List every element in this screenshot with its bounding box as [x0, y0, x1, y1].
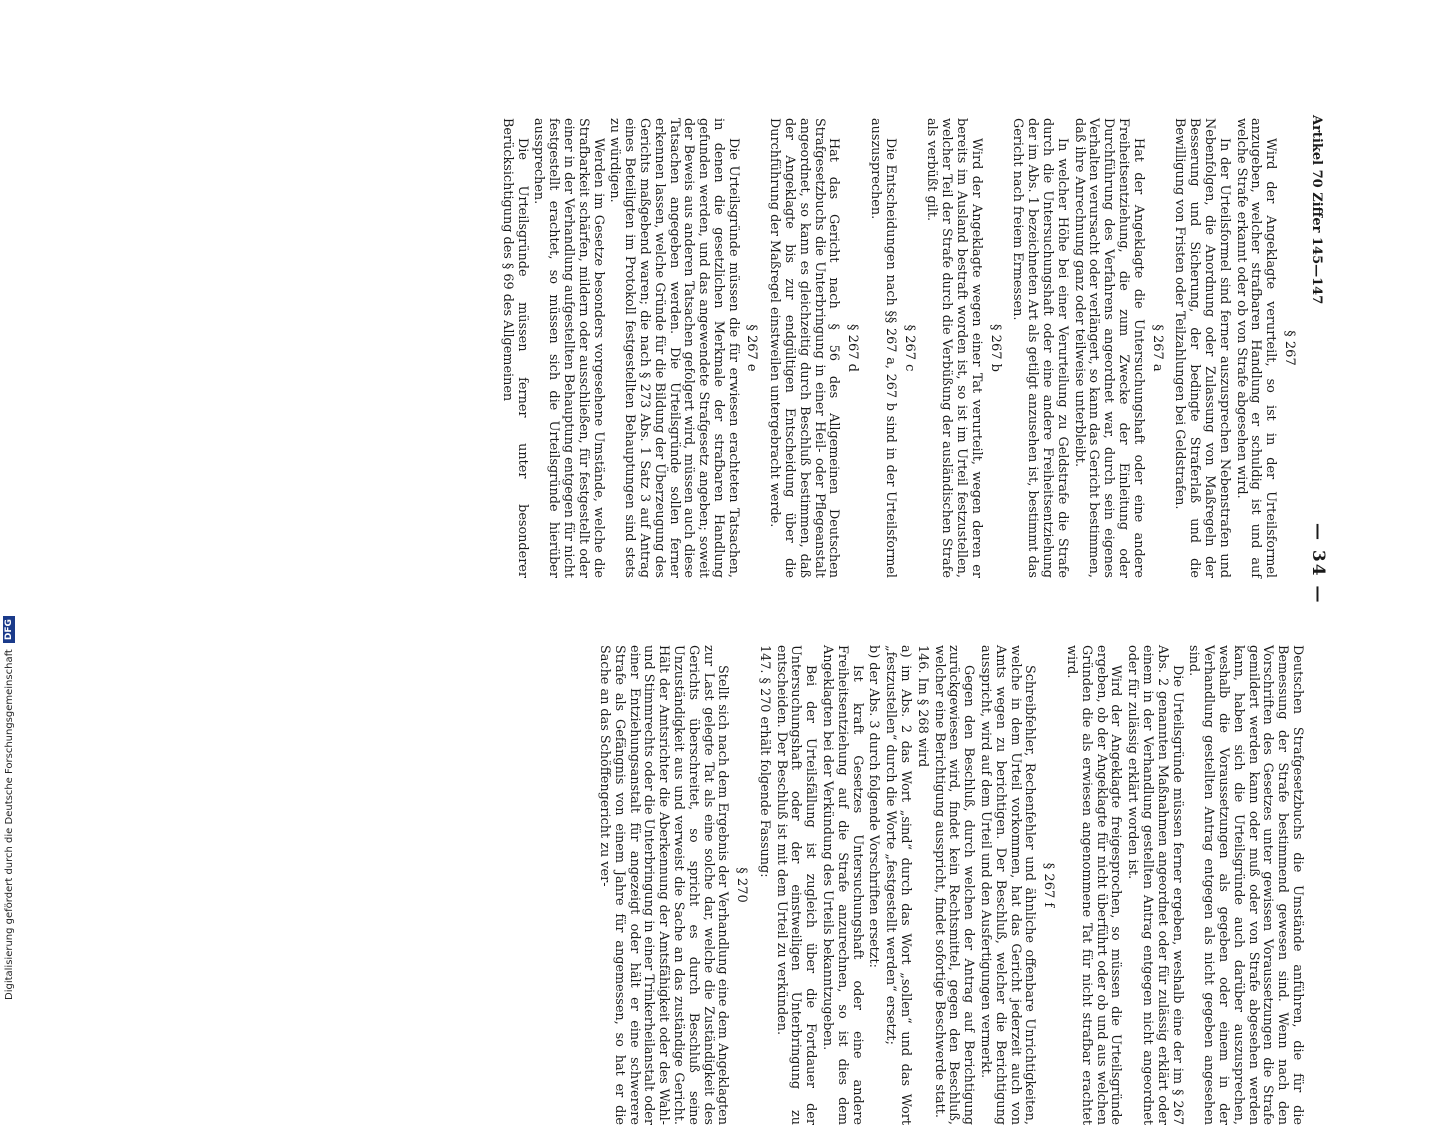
paragraph: Die Urteilsgründe müssen die für erwiesen erachteten Tatsachen, in denen die gesetzlichen Merkmale der strafbaren Handlung gefunden werden, und das angewendete Strafgesetz angeben; soweit der Beweis aus anderen Tatsachen gefolgert wird, müssen auch diese Tatsachen angegeben werden. Die Urteilsgründe sollen ferner erkennen lassen, welche Gründe für die Bildung der Überzeugung des Gerichts maßgebend waren; die nach § 273 Abs. 1 Satz 3 auf Antrag eines Beteiligten im Protokoll festgestellten Behauptungen sind stets zu würdigen. — [607, 118, 741, 578]
paragraph: 146. Im § 268 wird — [914, 645, 930, 768]
paragraph: Hat der Angeklagte die Untersuchungshaft oder eine andere Freiheitsentziehung, die zum Zwecke der Einleitung oder Durchführung des Verfahrens angeordnet war, durch sein eigenes Verhalten verursacht oder verlängert, so kann das Gericht bestimmen, daß ihre Anrechnung ganz oder teilweise unterbleibt. — [1071, 118, 1146, 578]
paragraph: a) im Abs. 2 das Wort „sind“ durch das Wort „sollen“ und das Wort „festzustellen“ durch die Worte „festgestellt werden“ ersetzt; — [883, 645, 914, 1125]
section-heading: § 267 e — [744, 324, 760, 372]
footer-text: Digitalisierung gefördert durch die Deutsche Forschungsgemeinschaft — [3, 649, 15, 1000]
paragraph: Die Urteilsgründe müssen ferner unter besonderer Berücksichtigung des § 69 des Allgemeinen — [499, 118, 530, 578]
paragraph: Wird der Angeklagte freigesprochen, so müssen die Urteilsgründe ergeben, ob der Angeklagte für nicht überführt oder ob und aus welchen Gründen die als erwiesen angenommene Tat für nicht strafbar erachtet wird. — [1064, 645, 1124, 1125]
section-heading: § 267 b — [987, 324, 1003, 372]
paragraph: Ist kraft Gesetzes Untersuchungshaft oder eine andere Freiheitsentziehung auf die Strafe anzurechnen, so ist dies dem Angeklagten bei der Verkündung des Urteils bekanntzugeben. — [820, 645, 865, 1125]
paragraph: b) der Abs. 3 durch folgende Vorschriften ersetzt: — [866, 645, 882, 968]
paragraph: Bei der Urteilsfällung ist zugleich über die Fortdauer der Untersuchungshaft oder der einstweiligen Unterbringung zu entscheiden. Der Beschluß ist mit dem Urteil zu verkünden. — [773, 645, 819, 1125]
article-reference: Artikel 70 Ziffer 145—147 — [1309, 115, 1324, 305]
paragraph: Hat das Gericht nach § 56 des Allgemeinen Deutschen Strafgesetzbuchs die Unterbringung in einer Heil- oder Pflegeanstalt angeordnet, so kann es gleichzeitig durch Beschluß bestimmen, daß der Angeklagte bis zur endgültigen Entscheidung über die Durchführung der Maßregel einstweilen untergebracht werde. — [767, 118, 842, 578]
footer-credit — [0, 0, 18, 1000]
left-column — [497, 118, 1304, 578]
paragraph: Deutschen Strafgesetzbuchs die Umstände anführen, die für die Bemessung der Strafe bestimmend gewesen sind. Wenn nach den Vorschriften des Gesetzes unter gewissen Voraussetzungen die Strafe gemildert werden kann oder muß oder von Strafe abgesehen werden kann, haben sich die Urteilsgründe auch darüber auszusprechen, weshalb die Voraussetzungen als gegeben oder einem in der Verhandlung gestellten Antrag entgegen als nicht gegeben angesehen sind. — [1186, 645, 1305, 1125]
paragraph: Gegen den Beschluß, durch welchen der Antrag auf Berichtigung zurückgewiesen wird, findet kein Rechtsmittel, gegen den Beschluß, welcher eine Berichtigung ausspricht, findet sofortige Beschwerde statt. — [931, 645, 977, 1125]
paragraph: Die Entscheidungen nach §§ 267 a, 267 b sind in der Urteilsformel auszusprechen. — [868, 118, 898, 578]
section-heading: § 270 — [734, 867, 750, 903]
dfg-logo: DFG — [3, 616, 15, 643]
section-heading: § 267 d — [845, 324, 861, 372]
paragraph: 147. § 270 erhält folgende Fassung: — [756, 645, 772, 878]
page-header — [1304, 115, 1328, 805]
section-heading: § 267 f — [1041, 862, 1057, 908]
section-heading: § 267 — [1282, 330, 1297, 366]
section-heading: § 267 c — [901, 324, 917, 372]
paragraph: Werden im Gesetze besonders vorgesehene Umstände, welche die Strafbarkeit schärfen, mildern oder ausschließen, für festgestellt oder einer in der Verhandlung aufgestellten Behauptung entgegen für nicht festgestellt erachtet, so müssen sich die Urteilsgründe hierüber aussprechen. — [531, 118, 606, 578]
paragraph: Wird der Angeklagte verurteilt, so ist in der Urteilsformel anzugeben, welcher strafbaren Handlung er schuldig ist und auf welche Strafe erkannt oder ob von Strafe abgesehen wird. — [1233, 118, 1279, 578]
section-heading: § 267 a — [1149, 324, 1165, 372]
page-number: — 34 — — [1308, 523, 1328, 605]
paragraph: Wird der Angeklagte wegen einer Tat verurteilt, wegen deren er bereits im Ausland bestraft worden ist, so ist im Urteil festzustellen, welcher Teil der Strafe durch die Verbüßung der ausländischen Strafe als verbüßt gilt. — [924, 118, 984, 578]
paragraph: Die Urteilsgründe müssen ferner ergeben, weshalb eine der im § 267 Abs. 2 genannten Maßnahmen angeordnet oder für zulässig erklärt oder einem in der Verhandlung gestellten Antrag entgegen nicht angeordnet oder für zulässig erklärt worden ist. — [1125, 645, 1185, 1125]
paragraph: Schreibfehler, Rechenfehler und ähnliche offenbare Unrichtigkeiten, welche in dem Urteil vorkommen, hat das Gericht jederzeit auch von Amts wegen zu berichtigen. Der Beschluß, welcher die Berichtigung ausspricht, wird auf dem Urteil und den Ausfertigungen vermerkt. — [978, 645, 1038, 1125]
paragraph: In der Urteilsformel sind ferner auszusprechen Nebenstrafen und Nebenfolgen, die Anordnung oder Zulassung von Maßregeln der Besserung und Sicherung, der bedingte Straferlaß und die Bewilligung von Fristen oder Teilzahlungen bei Geldstrafen. — [1172, 118, 1232, 578]
paragraph: Stellt sich nach dem Ergebnis der Verhandlung eine dem Angeklagten zur Last gelegte Tat als eine solche dar, welche die Zuständigkeit des Gerichts überschreitet, so spricht es durch Beschluß seine Unzuständigkeit aus und verweist die Sache an das zuständige Gericht. Hält der Amtsrichter die Aberkennung der Amtsfähigkeit oder des Wahl- und Stimmrechts oder die Unterbringung in einer Trinkerheilanstalt oder einer Entziehungsanstalt für angezeigt oder hält er eine schwerere Strafe als Gefängnis von einem Jahre für angemessen, so hat er die Sache an das Schöffengericht zu ver- — [596, 645, 731, 1125]
right-column — [594, 645, 1304, 1125]
paragraph: In welcher Höhe bei einer Verurteilung zu Geldstrafe die Strafe durch die Untersuchungshaft oder eine andere Freiheitsentziehung der im Abs. 1 bezeichneten Art als getilgt anzusehen ist, bestimmt das Gericht nach freiem Ermessen. — [1010, 118, 1070, 578]
